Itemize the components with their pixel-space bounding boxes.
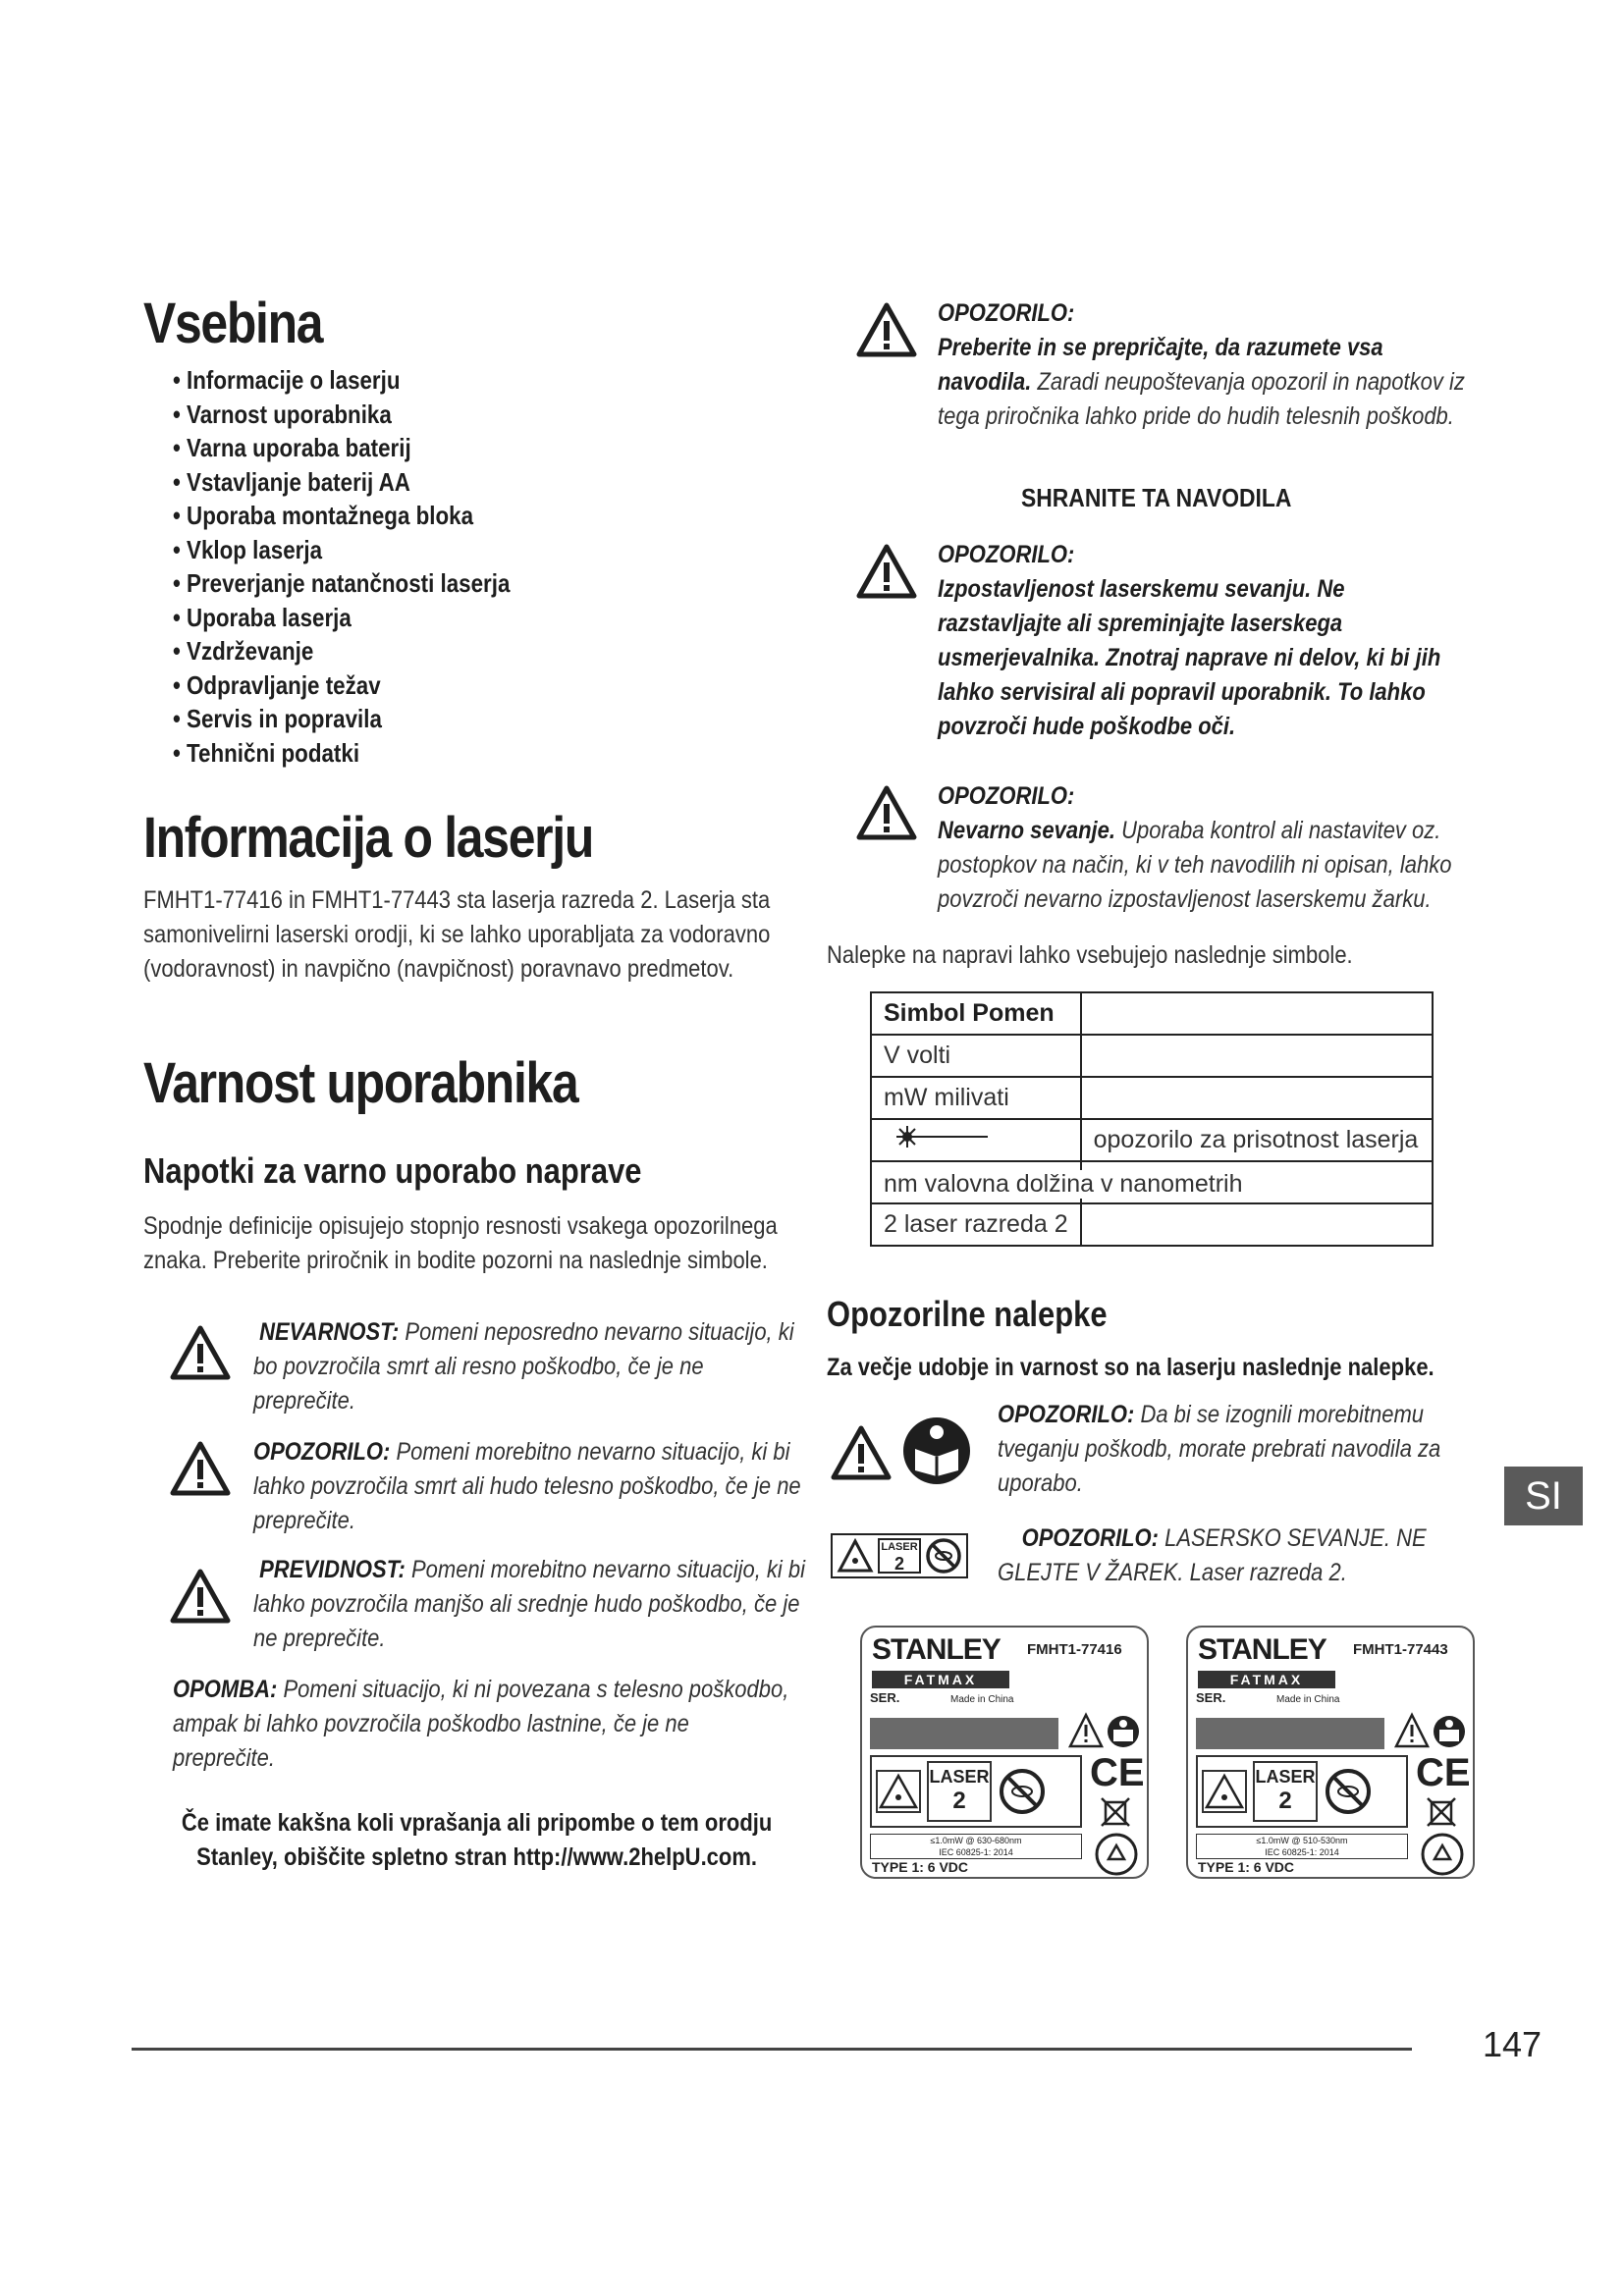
laser-class-box — [878, 1538, 921, 1574]
caution-label: PREVIDNOST: — [259, 1556, 406, 1583]
note-label: OPOMBA: — [173, 1676, 278, 1703]
brand-name: STANLEY — [872, 1633, 1001, 1666]
w1-bold: Preberite in se prepričajte, da razumete vsa navodila. — [938, 334, 1383, 396]
table-cell — [871, 1119, 1081, 1161]
danger-text: Pomeni neposredno nevarno situacijo, ki bo povzročila smrt ali resno poškodbo, če je ne preprečite. — [253, 1318, 794, 1415]
ce-mark: CE — [1090, 1751, 1145, 1794]
toc-item[interactable]: • Preverjanje natančnosti laserja — [173, 566, 510, 601]
table-row — [871, 1035, 1433, 1077]
warning-read-instructions — [938, 296, 1474, 434]
product-label-77416 — [860, 1626, 1149, 1879]
table-row — [871, 1203, 1433, 1246]
symbol-table — [870, 991, 1434, 1247]
table-cell: V volti — [871, 1035, 1081, 1077]
table-cell: mW milivati — [871, 1077, 1081, 1119]
table-cell: opozorilo za prisotnost laserja — [1081, 1119, 1433, 1161]
table-cell: 2 laser razreda 2 — [871, 1203, 1081, 1246]
table-header-empty — [1081, 992, 1433, 1035]
table-cell — [1081, 1077, 1433, 1119]
toc-item[interactable]: • Varnost uporabnika — [173, 398, 510, 432]
laser-class-number: 2 — [952, 1788, 966, 1814]
warning-and-manual-icons — [1068, 1712, 1143, 1751]
caution-definition — [253, 1553, 806, 1656]
l2-text: LASERSKO SEVANJE. NE GLEJTE V ŽAREK. Laser razreda 2. — [998, 1524, 1427, 1586]
model-number: FMHT1-77416 — [1027, 1641, 1122, 1658]
danger-warning-icon — [170, 1325, 231, 1380]
no-stare-icon — [998, 1767, 1047, 1816]
laser-class-badge — [831, 1533, 968, 1578]
w1-text: Zaradi neupoštevanja opozoril in napotkov iz tega priročnika lahko pride do hudih telesnih poškodb. — [938, 368, 1465, 430]
table-row — [871, 1161, 1433, 1203]
spec-power: ≤1.0mW @ 510-530nm — [1256, 1836, 1348, 1845]
symbols-intro: Nalepke na napravi lahko vsebujejo naslednje simbole. — [827, 941, 1353, 969]
w2-bold: Izpostavljenost laserskemu sevanju. Ne razstavljajte ali spreminjajte laserskega usmerjevalnika. Znotraj naprave ni delov, ki bi jih lahko servisiral ali popravil uporabnik. To lahko povzroči hude poškodbe oči. — [938, 575, 1441, 740]
laser-warning-icon — [837, 1538, 874, 1574]
warning-label: OPOZORILO: — [253, 1438, 391, 1466]
table-header-cell: Simbol Pomen — [871, 992, 1081, 1035]
serial-bar — [870, 1718, 1058, 1749]
danger-label: NEVARNOST: — [259, 1318, 400, 1346]
note-definition — [173, 1673, 795, 1776]
l1-text: Da bi se izognili morebitnemu tveganju poškodb, morate prebrati navodila za uporabo. — [998, 1401, 1441, 1497]
toc-item[interactable]: • Vstavljanje baterij AA — [173, 465, 510, 500]
spec-power: ≤1.0mW @ 630-680nm — [930, 1836, 1022, 1845]
toc-item[interactable]: • Tehnični podatki — [173, 736, 510, 771]
series-name: FATMAX — [1198, 1671, 1335, 1688]
w1-label: OPOZORILO: — [938, 299, 1075, 327]
toc-item[interactable]: • Servis in popravila — [173, 702, 510, 736]
model-number: FMHT1-77443 — [1353, 1641, 1448, 1658]
table-header-row — [871, 992, 1433, 1035]
toc-item[interactable]: • Vklop laserja — [173, 533, 510, 567]
w2-label: OPOZORILO: — [938, 541, 1075, 568]
badge-laser-text: LASER — [881, 1541, 918, 1553]
laser-class-text — [1253, 1761, 1318, 1822]
recycle-icon — [1420, 1832, 1465, 1877]
laser-exposure-warning-icon — [856, 544, 917, 599]
w3-bold: Nevarno sevanje. — [938, 817, 1115, 844]
warning-laser-exposure — [938, 538, 1474, 744]
read-manual-warning-icon — [856, 302, 917, 357]
laser-class-box — [870, 1755, 1082, 1828]
laser-warning-icon — [1202, 1770, 1247, 1813]
laser-info-title: Informacija o laserju — [143, 806, 594, 870]
caution-text: Pomeni morebitno nevarno situacijo, ki bi lahko povzročila manjšo ali srednje hudo poškodbo, če je ne preprečite. — [253, 1556, 806, 1652]
laser-word: LASER — [1255, 1767, 1316, 1787]
toc-list — [173, 363, 510, 770]
laser-word: LASER — [929, 1767, 990, 1787]
laser-specs — [1196, 1834, 1408, 1859]
read-manual-icon — [901, 1415, 972, 1486]
caution-icon — [170, 1569, 231, 1624]
warning-and-manual-icons — [1394, 1712, 1469, 1751]
safety-intro: Spodnje definicije opisujejo stopnjo resnosti vsakega opozorilnega znaka. Preberite priročnik in bodite pozorni na naslednje simbole. — [143, 1212, 778, 1274]
voltage-type: TYPE 1: 6 VDC — [872, 1859, 969, 1875]
no-stare-icon — [1324, 1767, 1373, 1816]
warning-definition — [253, 1435, 806, 1538]
toc-item[interactable]: • Uporaba montažnega bloka — [173, 499, 510, 533]
laser-class-box — [1196, 1755, 1408, 1828]
voltage-type: TYPE 1: 6 VDC — [1198, 1859, 1295, 1875]
laser-warning-icon — [876, 1770, 921, 1813]
warning-text: Pomeni morebitno nevarno situacijo, ki bi lahko povzročila smrt ali hudo telesno poškodbo, če je ne preprečite. — [253, 1438, 801, 1534]
w3-text: Uporaba kontrol ali nastavitev oz. postopkov na način, ki v teh navodilih ni opisan, lahko povzroči nevarno izpostavljenost laserskemu žarku. — [938, 817, 1452, 913]
series-name: FATMAX — [872, 1671, 1009, 1688]
weee-bin-icon — [1424, 1794, 1459, 1828]
toc-title: Vsebina — [143, 292, 323, 355]
laser-specs — [870, 1834, 1082, 1859]
page-number: 147 — [1483, 2024, 1543, 2064]
save-instructions: SHRANITE TA NAVODILA — [1021, 483, 1292, 512]
label-read-manual — [998, 1398, 1490, 1501]
note-text: Pomeni situacijo, ki ni povezana s telesno poškodbo, ampak bi lahko povzročila poškodbo lastnine, če je ne preprečite. — [173, 1676, 789, 1772]
serial-bar — [1196, 1718, 1384, 1749]
warning-icon — [170, 1441, 231, 1496]
spec-standard: IEC 60825-1: 2014 — [1265, 1847, 1339, 1857]
toc-item[interactable]: • Informacije o laserju — [173, 363, 510, 398]
table-row — [871, 1119, 1433, 1161]
serial-label: SER. — [1196, 1690, 1226, 1705]
warning-hazardous-radiation — [938, 779, 1474, 917]
language-tab[interactable]: SI — [1504, 1467, 1583, 1525]
table-cell — [1081, 1035, 1433, 1077]
badge-class-text: 2 — [893, 1554, 904, 1574]
warning-labels-intro: Za večje udobje in varnost so na laserju naslednje nalepke. — [827, 1354, 1435, 1381]
w3-label: OPOZORILO: — [938, 782, 1075, 810]
table-cell-text: nm valovna dolžina v nanometrih — [884, 1170, 1243, 1198]
made-in-text: Made in China — [1276, 1694, 1340, 1705]
danger-definition — [253, 1315, 806, 1418]
recycle-icon — [1094, 1832, 1139, 1877]
laser-class-text — [927, 1761, 992, 1822]
toc-item[interactable]: • Vzdrževanje — [173, 634, 510, 668]
table-cell — [1081, 1203, 1433, 1246]
laser-info-text: FMHT1-77416 in FMHT1-77443 sta laserja razreda 2. Laserja sta samonivelirni laserski orodji, ki se lahko uporabljata za vodoravno (vodoravnost) in navpično (navpičnost) poravnavo predmetov. — [143, 886, 771, 983]
spec-standard: IEC 60825-1: 2014 — [939, 1847, 1013, 1857]
warning-labels-title: Opozorilne nalepke — [827, 1294, 1108, 1334]
safe-use-subtitle: Napotki za varno uporabo naprave — [143, 1150, 642, 1191]
brand-name: STANLEY — [1198, 1633, 1326, 1666]
serial-label: SER. — [870, 1690, 900, 1705]
toc-item[interactable]: • Uporaba laserja — [173, 601, 510, 635]
table-row — [871, 1077, 1433, 1119]
user-safety-title: Varnost uporabnika — [143, 1051, 578, 1115]
l2-label: OPOZORILO: — [1021, 1524, 1159, 1552]
footer-rule — [132, 2048, 1412, 2051]
table-cell — [871, 1161, 1243, 1203]
warning-triangle-icon — [831, 1425, 892, 1480]
contact-text: Če imate kakšna koli vprašanja ali pripombe o tem orodju Stanley, obiščite spletno stran http://www.2helpU.com. — [181, 1809, 773, 1871]
no-stare-icon — [925, 1537, 962, 1575]
laser-beam-icon — [884, 1125, 992, 1148]
ce-mark: CE — [1416, 1751, 1471, 1794]
laser-class-number: 2 — [1278, 1788, 1292, 1814]
made-in-text: Made in China — [950, 1694, 1014, 1705]
hazardous-radiation-warning-icon — [856, 785, 917, 840]
toc-item[interactable]: • Varna uporaba baterij — [173, 431, 510, 465]
weee-bin-icon — [1098, 1794, 1133, 1828]
label-laser-radiation — [998, 1522, 1490, 1590]
l1-label: OPOZORILO: — [998, 1401, 1135, 1428]
toc-item[interactable]: • Odpravljanje težav — [173, 668, 510, 703]
product-label-77443 — [1186, 1626, 1475, 1879]
